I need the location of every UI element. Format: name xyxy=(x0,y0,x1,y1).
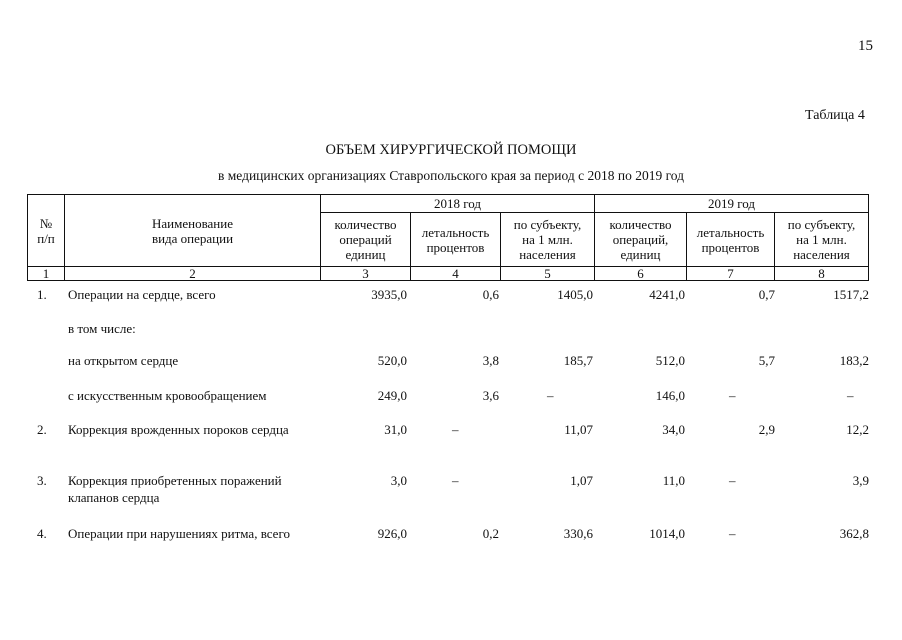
table-subtitle: в медицинских организациях Ставропольского края за период с 2018 по 2019 год xyxy=(217,168,685,183)
cell-count-2018: 249,0 xyxy=(377,388,407,403)
cell-mortality-2019: 0,7 xyxy=(758,287,775,302)
column-number: 4 xyxy=(411,267,501,281)
cell-count-2018: 31,0 xyxy=(384,422,407,437)
cell-mortality-2018: – xyxy=(452,473,459,488)
table-header xyxy=(27,194,869,281)
table-label: Таблица 4 xyxy=(805,108,865,123)
header-number-col: № п/п xyxy=(28,195,65,267)
row-name: в том числе: xyxy=(68,321,136,336)
table-title: ОБЪЕМ ХИРУРГИЧЕСКОЙ ПОМОЩИ xyxy=(325,142,577,158)
header-mortality-2018: летальность процентов xyxy=(411,213,501,267)
cell-per-million-2019: 183,2 xyxy=(839,353,869,368)
header-year-2018: 2018 год xyxy=(321,195,595,213)
row-number: 1. xyxy=(37,287,47,302)
cell-count-2019: 34,0 xyxy=(662,422,685,437)
cell-per-million-2018: 1405,0 xyxy=(557,287,593,302)
cell-mortality-2019: – xyxy=(729,526,736,541)
column-number: 5 xyxy=(501,267,595,281)
row-name: Коррекция врожденных пороков сердца xyxy=(68,422,289,437)
cell-count-2019: 1014,0 xyxy=(649,526,685,541)
cell-count-2018: 520,0 xyxy=(377,353,407,368)
cell-mortality-2018: – xyxy=(452,422,459,437)
row-name: Коррекция приобретенных поражений клапанов сердца xyxy=(68,473,282,505)
header-mortality-2019: летальность процентов xyxy=(687,213,775,267)
column-number: 3 xyxy=(321,267,411,281)
cell-per-million-2019: 1517,2 xyxy=(833,287,869,302)
cell-per-million-2019: – xyxy=(847,388,854,403)
row-name: Операции при нарушениях ритма, всего xyxy=(68,526,290,541)
header-name-col: Наименование вида операции xyxy=(65,195,321,267)
cell-per-million-2018: 11,07 xyxy=(564,422,593,437)
cell-count-2019: 11,0 xyxy=(662,473,685,488)
cell-per-million-2018: 330,6 xyxy=(563,526,593,541)
cell-count-2019: 146,0 xyxy=(655,388,685,403)
column-number: 2 xyxy=(65,267,321,281)
cell-per-million-2019: 12,2 xyxy=(846,422,869,437)
row-number: 2. xyxy=(37,422,47,437)
cell-mortality-2019: 5,7 xyxy=(758,353,775,368)
cell-mortality-2018: 0,2 xyxy=(482,526,499,541)
cell-mortality-2019: – xyxy=(729,473,736,488)
cell-count-2018: 3935,0 xyxy=(371,287,407,302)
column-number: 7 xyxy=(687,267,775,281)
cell-count-2019: 512,0 xyxy=(655,353,685,368)
cell-per-million-2018: 1,07 xyxy=(570,473,593,488)
cell-per-million-2019: 3,9 xyxy=(852,473,869,488)
cell-count-2018: 926,0 xyxy=(377,526,407,541)
cell-count-2019: 4241,0 xyxy=(649,287,685,302)
row-name: на открытом сердце xyxy=(68,353,179,368)
header-count-2019: количество операций, единиц xyxy=(595,213,687,267)
row-name: с искусственным кровообращением xyxy=(68,388,267,403)
cell-mortality-2019: 2,9 xyxy=(758,422,775,437)
cell-per-million-2019: 362,8 xyxy=(839,526,869,541)
header-per-million-2019: по субъекту, на 1 млн. населения xyxy=(775,213,869,267)
cell-count-2018: 3,0 xyxy=(390,473,407,488)
page-number: 15 xyxy=(858,38,873,54)
column-number: 6 xyxy=(595,267,687,281)
cell-mortality-2019: – xyxy=(729,388,736,403)
column-number: 1 xyxy=(28,267,65,281)
cell-per-million-2018: – xyxy=(547,388,554,403)
header-year-2019: 2019 год xyxy=(595,195,869,213)
cell-mortality-2018: 0,6 xyxy=(482,287,499,302)
row-number: 3. xyxy=(37,473,47,488)
row-number: 4. xyxy=(37,526,47,541)
cell-per-million-2018: 185,7 xyxy=(563,353,593,368)
column-number: 8 xyxy=(775,267,869,281)
header-count-2018: количество операций единиц xyxy=(321,213,411,267)
cell-mortality-2018: 3,8 xyxy=(482,353,499,368)
cell-mortality-2018: 3,6 xyxy=(482,388,499,403)
header-per-million-2018: по субъекту, на 1 млн. населения xyxy=(501,213,595,267)
row-name: Операции на сердце, всего xyxy=(68,287,216,302)
